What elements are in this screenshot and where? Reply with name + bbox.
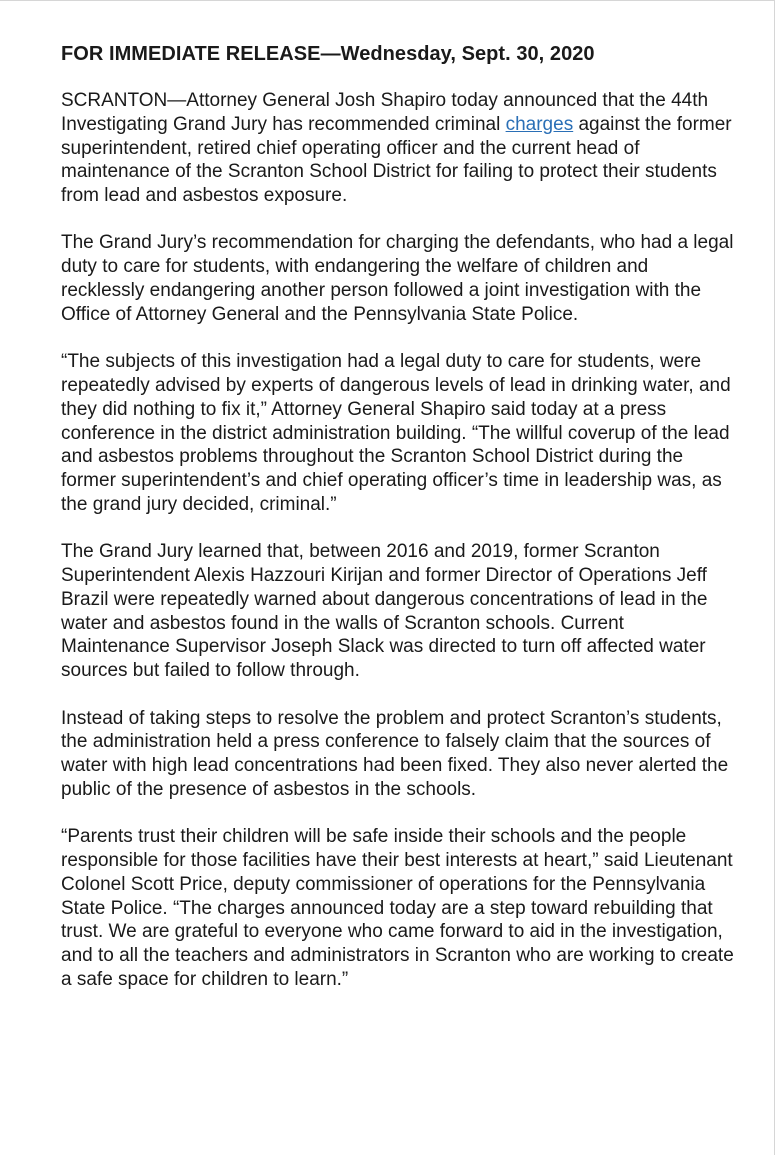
release-headline: FOR IMMEDIATE RELEASE—Wednesday, Sept. 30, 2020	[61, 43, 595, 65]
paragraph-findings: The Grand Jury learned that, between 2016 and 2019, former Scranton Superintendent Alexis Hazzouri Kirijan and former Director of Operations Jeff Brazil were repeatedly warned about dangerous concentrations of lead in the water and asbestos found in the walls of Scranton schools. Current Maintenance Supervisor Joseph Slack was directed to turn off affected water sources but failed to follow through.	[61, 541, 708, 682]
paragraph-intro-end: against the former superintendent, retired chief operating officer and the current head of maintenance of the Scranton School District for failing to protect their students from lead and asbestos exposure.	[61, 113, 732, 207]
charges-link[interactable]: charges	[505, 113, 574, 135]
paragraph-intro	[61, 89, 734, 208]
paragraph-administration: Instead of taking steps to resolve the problem and protect Scranton’s students, the administration held a press conference to falsely claim that the sources of water with high lead concentrations had been fixed. They also never alerted the public of the presence of asbestos in the schools.	[61, 707, 729, 800]
paragraph-intro-start: SCRANTON—Attorney General Josh Shapiro today announced that the 44th Investigating Grand Jury has recommended criminal	[61, 90, 709, 135]
paragraph-price-quote: “Parents trust their children will be safe inside their schools and the people responsible for those facilities have their best interests at heart,” said Lieutenant Colonel Scott Price, deputy commissioner of operations for the Pennsylvania State Police. “The charges announced today are a step toward rebuilding that trust. We are grateful to everyone who came forward to aid in the investigation, and to all the teachers and administrators in Scranton who are working to create a safe space for children to learn.”	[61, 826, 734, 990]
paragraph-shapiro-quote: “The subjects of this investigation had a legal duty to care for students, were repeatedly advised by experts of dangerous levels of lead in drinking water, and they did nothing to fix it,” Attorney General Shapiro said today at a press conference in the district administration building. “The willful coverup of the lead and asbestos problems throughout the Scranton School District during the former superintendent’s and chief operating officer’s time in leadership was, as the grand jury decided, criminal.”	[61, 351, 731, 515]
paragraph-recommendation: The Grand Jury’s recommendation for charging the defendants, who had a legal duty to care for students, with endangering the welfare of children and recklessly endangering another person followed a joint investigation with the Office of Attorney General and the Pennsylvania State Police.	[61, 232, 734, 325]
